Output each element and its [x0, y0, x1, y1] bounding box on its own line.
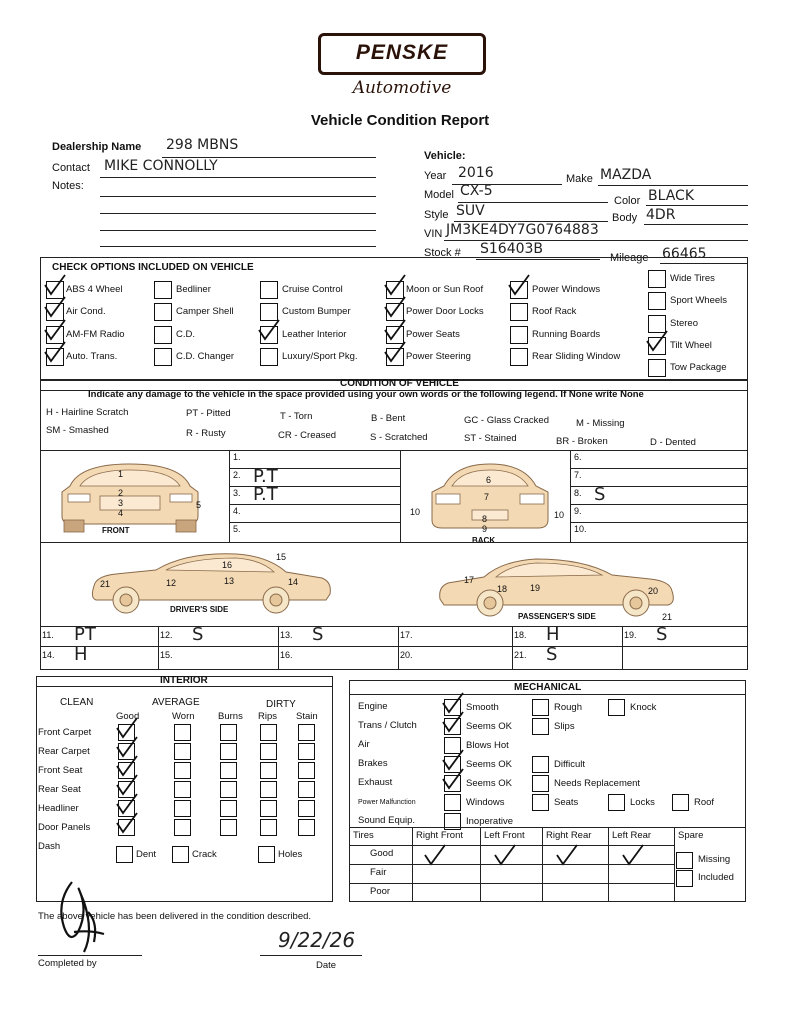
option-label: Sport Wheels	[670, 295, 728, 306]
interior-checkbox[interactable]	[298, 819, 315, 836]
interior-checkbox[interactable]	[118, 743, 135, 760]
option-checkbox[interactable]	[154, 281, 172, 299]
damage-line-number: 18.	[514, 630, 527, 640]
option-checkbox[interactable]	[510, 303, 528, 321]
option-checkbox[interactable]	[386, 326, 404, 344]
legend-item: D - Dented	[650, 437, 696, 448]
option-label: Power Seats	[406, 329, 460, 340]
option-checkbox[interactable]	[154, 303, 172, 321]
interior-row-label: Dash	[38, 841, 61, 852]
interior-row-label: Front Carpet	[38, 727, 92, 738]
option-checkbox[interactable]	[648, 359, 666, 377]
spare-checkbox[interactable]	[676, 870, 693, 887]
interior-checkbox[interactable]	[260, 819, 277, 836]
mechanical-checkbox[interactable]	[532, 699, 549, 716]
contact-value[interactable]: MIKE CONNOLLY	[104, 158, 218, 174]
option-checkbox[interactable]	[260, 303, 278, 321]
passenger-side-label: PASSENGER'S SIDE	[518, 612, 596, 621]
interior-checkbox[interactable]	[298, 743, 315, 760]
color-value[interactable]: BLACK	[648, 188, 695, 204]
option-label: Leather Interior	[282, 329, 347, 340]
tire-row-label: Poor	[370, 886, 391, 897]
option-label: Air Cond.	[66, 306, 106, 317]
dash-checkbox[interactable]	[116, 846, 133, 863]
option-label: Power Windows	[532, 284, 601, 295]
mechanical-option-label: Seems OK	[466, 778, 512, 789]
make-label: Make	[566, 173, 593, 185]
date-label: Date	[316, 960, 337, 971]
damage-line-number: 6.	[574, 452, 582, 462]
front-view-label: FRONT	[102, 526, 130, 535]
interior-checkbox[interactable]	[118, 800, 135, 817]
spare-checkbox[interactable]	[676, 852, 693, 869]
style-label: Style	[424, 209, 449, 221]
option-checkbox[interactable]	[46, 348, 64, 366]
mechanical-option-label: Seems OK	[466, 759, 512, 770]
mileage-value[interactable]: 66465	[662, 246, 707, 262]
interior-checkbox[interactable]	[220, 724, 237, 741]
damage-line-number: 20.	[400, 650, 413, 660]
dash-option-label: Crack	[192, 849, 217, 860]
condition-heading: CONDITION OF VEHICLE	[340, 378, 459, 389]
option-checkbox[interactable]	[46, 303, 64, 321]
model-value[interactable]: CX-5	[460, 183, 493, 199]
interior-checkbox[interactable]	[174, 762, 191, 779]
dirty-label: DIRTY	[266, 699, 296, 710]
interior-column-header: Worn	[172, 711, 195, 722]
mechanical-checkbox[interactable]	[444, 775, 461, 792]
option-label: Tow Package	[670, 362, 727, 373]
option-label: Power Steering	[406, 351, 471, 362]
legend-item: BR - Broken	[556, 436, 608, 447]
tire-column-header: Tires	[353, 830, 374, 841]
option-checkbox[interactable]	[510, 326, 528, 344]
mechanical-heading: MECHANICAL	[514, 682, 582, 693]
interior-heading: INTERIOR	[160, 675, 208, 686]
damage-line-number: 2.	[233, 470, 241, 480]
body-label: Body	[612, 212, 638, 224]
option-label: Bedliner	[176, 284, 211, 295]
legend-item: GC - Glass Cracked	[464, 415, 549, 426]
option-label: C.D. Changer	[176, 351, 235, 362]
mechanical-option-label: Smooth	[466, 702, 499, 713]
legend-item: R - Rusty	[186, 428, 226, 439]
vin-label: VIN	[424, 228, 443, 240]
damage-entry[interactable]: P.T	[253, 466, 278, 487]
delivered-statement: The above vehicle has been delivered in the condition described.	[38, 911, 312, 922]
dash-checkbox[interactable]	[172, 846, 189, 863]
mechanical-checkbox[interactable]	[532, 775, 549, 792]
interior-checkbox[interactable]	[260, 800, 277, 817]
option-checkbox[interactable]	[510, 348, 528, 366]
option-checkbox[interactable]	[648, 337, 666, 355]
interior-checkbox[interactable]	[260, 724, 277, 741]
vehicle-heading: Vehicle:	[424, 150, 466, 162]
legend-item: M - Missing	[576, 418, 625, 429]
option-checkbox[interactable]	[46, 281, 64, 299]
average-label: AVERAGE	[152, 697, 200, 708]
mechanical-row-label: Trans / Clutch	[358, 720, 417, 731]
interior-checkbox[interactable]	[174, 781, 191, 798]
make-value[interactable]: MAZDA	[600, 167, 652, 183]
mechanical-option-label: Locks	[630, 797, 655, 808]
damage-line-number: 9.	[574, 506, 582, 516]
option-checkbox[interactable]	[260, 348, 278, 366]
mechanical-checkbox[interactable]	[444, 737, 461, 754]
mechanical-row-label: Exhaust	[358, 777, 393, 788]
signature	[54, 872, 114, 962]
option-label: Rear Sliding Window	[532, 351, 621, 362]
damage-entry[interactable]: S	[192, 624, 204, 645]
mechanical-checkbox[interactable]	[444, 756, 461, 773]
option-label: C.D.	[176, 329, 195, 340]
option-label: Auto. Trans.	[66, 351, 118, 362]
year-label: Year	[424, 170, 447, 182]
back-view-label: BACK	[472, 536, 496, 545]
notes-line[interactable]	[100, 196, 376, 197]
mechanical-checkbox[interactable]	[532, 756, 549, 773]
damage-line-number: 8.	[574, 488, 582, 498]
tire-row-label: Good	[370, 848, 394, 859]
mechanical-option-label: Knock	[630, 702, 657, 713]
option-label: Stereo	[670, 318, 698, 329]
interior-column-header: Good	[116, 711, 140, 722]
color-label: Color	[614, 195, 641, 207]
clean-label: CLEAN	[60, 697, 94, 708]
interior-checkbox[interactable]	[174, 800, 191, 817]
damage-line-number: 16.	[280, 650, 293, 660]
interior-checkbox[interactable]	[260, 743, 277, 760]
contact-label: Contact	[52, 162, 90, 174]
damage-entry[interactable]: H	[74, 644, 88, 665]
damage-line-number: 13.	[280, 630, 293, 640]
damage-line-number: 12.	[160, 630, 173, 640]
damage-entry[interactable]: P.T	[253, 484, 278, 505]
dash-checkbox[interactable]	[258, 846, 275, 863]
interior-checkbox[interactable]	[174, 724, 191, 741]
tire-row-label: Fair	[370, 867, 387, 878]
interior-row-label: Headliner	[38, 803, 79, 814]
notes-line[interactable]	[100, 246, 376, 247]
option-label: Power Door Locks	[406, 306, 484, 317]
damage-entry[interactable]: S	[546, 644, 558, 665]
tire-column-header: Left Rear	[612, 830, 652, 841]
option-label: Cruise Control	[282, 284, 343, 295]
mechanical-option-label: Windows	[466, 797, 505, 808]
mechanical-checkbox[interactable]	[444, 699, 461, 716]
mechanical-option-label: Seats	[554, 797, 579, 808]
mechanical-checkbox[interactable]	[444, 794, 461, 811]
legend-item: CR - Creased	[278, 430, 337, 441]
brand-name: PENSKE	[355, 41, 449, 64]
option-checkbox[interactable]	[260, 281, 278, 299]
notes-line[interactable]	[100, 213, 376, 214]
mechanical-row-label: Air	[358, 739, 370, 750]
interior-checkbox[interactable]	[174, 743, 191, 760]
driver-side-label: DRIVER'S SIDE	[170, 605, 229, 614]
mechanical-row-label: Power Malfunction	[358, 799, 416, 806]
mechanical-row-label: Sound Equip.	[358, 815, 416, 826]
mileage-label: Mileage	[610, 252, 649, 264]
option-label: ABS 4 Wheel	[66, 284, 123, 295]
damage-line-number: 19.	[624, 630, 637, 640]
damage-line-number: 11.	[42, 630, 54, 640]
interior-checkbox[interactable]	[220, 743, 237, 760]
interior-checkbox[interactable]	[298, 724, 315, 741]
interior-checkbox[interactable]	[220, 800, 237, 817]
interior-row-label: Rear Seat	[38, 784, 81, 795]
mechanical-checkbox[interactable]	[608, 794, 625, 811]
option-checkbox[interactable]	[154, 348, 172, 366]
option-checkbox[interactable]	[260, 326, 278, 344]
dash-option-label: Dent	[136, 849, 157, 860]
damage-line-number: 17.	[400, 630, 413, 640]
option-label: Running Boards	[532, 329, 601, 340]
spare-option-label: Missing	[698, 854, 731, 865]
mechanical-option-label: Slips	[554, 721, 575, 732]
brand-subname: Automotive	[352, 78, 452, 98]
completed-by-label: Completed by	[38, 958, 97, 969]
mechanical-option-label: Needs Replacement	[554, 778, 641, 789]
option-label: Roof Rack	[532, 306, 577, 317]
option-label: Moon or Sun Roof	[406, 284, 484, 295]
legend-item: B - Bent	[371, 413, 406, 424]
mechanical-row-label: Engine	[358, 701, 388, 712]
body-value[interactable]: 4DR	[646, 207, 676, 223]
front-view-diagram	[50, 458, 210, 538]
interior-checkbox[interactable]	[220, 781, 237, 798]
interior-checkbox[interactable]	[260, 762, 277, 779]
dash-option-label: Holes	[278, 849, 303, 860]
damage-line-number: 5.	[233, 524, 241, 534]
dealership-value[interactable]: 298 MBNS	[166, 137, 239, 153]
mechanical-row-label: Brakes	[358, 758, 388, 769]
option-label: Wide Tires	[670, 273, 715, 284]
mechanical-option-label: Rough	[554, 702, 582, 713]
interior-checkbox[interactable]	[220, 819, 237, 836]
legend-item: SM - Smashed	[46, 425, 109, 436]
tire-column-header: Spare	[678, 830, 704, 841]
date-value[interactable]: 9/22/26	[278, 928, 356, 952]
damage-line-number: 1.	[233, 452, 241, 462]
mechanical-checkbox[interactable]	[532, 718, 549, 735]
model-label: Model	[424, 189, 454, 201]
notes-line[interactable]	[100, 230, 376, 231]
notes-label: Notes:	[52, 180, 84, 192]
report-title: Vehicle Condition Report	[310, 112, 490, 129]
interior-column-header: Rips	[258, 711, 278, 722]
tire-column-header: Left Front	[484, 830, 525, 841]
damage-line-number: 10.	[574, 524, 587, 534]
interior-row-label: Rear Carpet	[38, 746, 90, 757]
passenger-side-diagram	[436, 555, 676, 617]
option-checkbox[interactable]	[386, 303, 404, 321]
mechanical-option-label: Blows Hot	[466, 740, 509, 751]
interior-checkbox[interactable]	[298, 781, 315, 798]
mechanical-option-label: Roof	[694, 797, 715, 808]
legend-item: S - Scratched	[370, 432, 428, 443]
stock-value[interactable]: S16403B	[480, 241, 544, 257]
condition-instructions: Indicate any damage to the vehicle in the space provided using your own words or the following legend. If None write None	[88, 389, 644, 400]
option-checkbox[interactable]	[648, 292, 666, 310]
mechanical-option-label: Inoperative	[466, 816, 514, 827]
interior-checkbox[interactable]	[118, 781, 135, 798]
legend-item: ST - Stained	[464, 433, 517, 444]
option-label: Luxury/Sport Pkg.	[282, 351, 358, 362]
option-label: Camper Shell	[176, 306, 234, 317]
dealership-label: Dealership Name	[52, 141, 142, 153]
legend-item: T - Torn	[280, 411, 313, 422]
interior-checkbox[interactable]	[260, 781, 277, 798]
option-checkbox[interactable]	[510, 281, 528, 299]
damage-line-number: 4.	[233, 506, 241, 516]
interior-checkbox[interactable]	[298, 762, 315, 779]
style-value[interactable]: SUV	[456, 203, 485, 219]
damage-entry[interactable]: S	[656, 624, 668, 645]
back-view-diagram	[420, 460, 560, 538]
year-value[interactable]: 2016	[458, 165, 494, 181]
option-label: Tilt Wheel	[670, 340, 712, 351]
mechanical-checkbox[interactable]	[532, 794, 549, 811]
damage-entry[interactable]: S	[594, 484, 606, 505]
interior-checkbox[interactable]	[298, 800, 315, 817]
mechanical-checkbox[interactable]	[672, 794, 689, 811]
mechanical-checkbox[interactable]	[608, 699, 625, 716]
tire-column-header: Right Rear	[546, 830, 592, 841]
mechanical-checkbox[interactable]	[444, 718, 461, 735]
damage-line-number: 15.	[160, 650, 173, 660]
tire-column-header: Right Front	[416, 830, 463, 841]
interior-checkbox[interactable]	[220, 762, 237, 779]
damage-line-number: 7.	[574, 470, 582, 480]
option-checkbox[interactable]	[154, 326, 172, 344]
options-heading: CHECK OPTIONS INCLUDED ON VEHICLE	[52, 262, 254, 273]
damage-line-number: 3.	[233, 488, 241, 498]
interior-column-header: Burns	[218, 711, 243, 722]
option-label: AM-FM Radio	[66, 329, 125, 340]
option-checkbox[interactable]	[386, 281, 404, 299]
option-checkbox[interactable]	[46, 326, 64, 344]
option-checkbox[interactable]	[648, 270, 666, 288]
interior-column-header: Stain	[296, 711, 318, 722]
interior-checkbox[interactable]	[118, 819, 135, 836]
interior-row-label: Front Seat	[38, 765, 83, 776]
spare-option-label: Included	[698, 872, 734, 883]
mechanical-option-label: Difficult	[554, 759, 585, 770]
vin-value[interactable]: JM3KE4DY7G0764883	[446, 222, 599, 238]
interior-row-label: Door Panels	[38, 822, 91, 833]
legend-item: PT - Pitted	[186, 408, 231, 419]
option-checkbox[interactable]	[648, 315, 666, 333]
damage-line-number: 14.	[42, 650, 55, 660]
interior-checkbox[interactable]	[118, 724, 135, 741]
damage-entry[interactable]: PT	[74, 624, 96, 645]
damage-entry[interactable]: H	[546, 624, 560, 645]
interior-checkbox[interactable]	[174, 819, 191, 836]
damage-entry[interactable]: S	[312, 624, 324, 645]
mechanical-option-label: Seems OK	[466, 721, 512, 732]
damage-line-number: 21.	[514, 650, 527, 660]
legend-item: H - Hairline Scratch	[46, 407, 129, 418]
option-label: Custom Bumper	[282, 306, 351, 317]
interior-checkbox[interactable]	[118, 762, 135, 779]
option-checkbox[interactable]	[386, 348, 404, 366]
stock-label: Stock #	[424, 247, 461, 259]
